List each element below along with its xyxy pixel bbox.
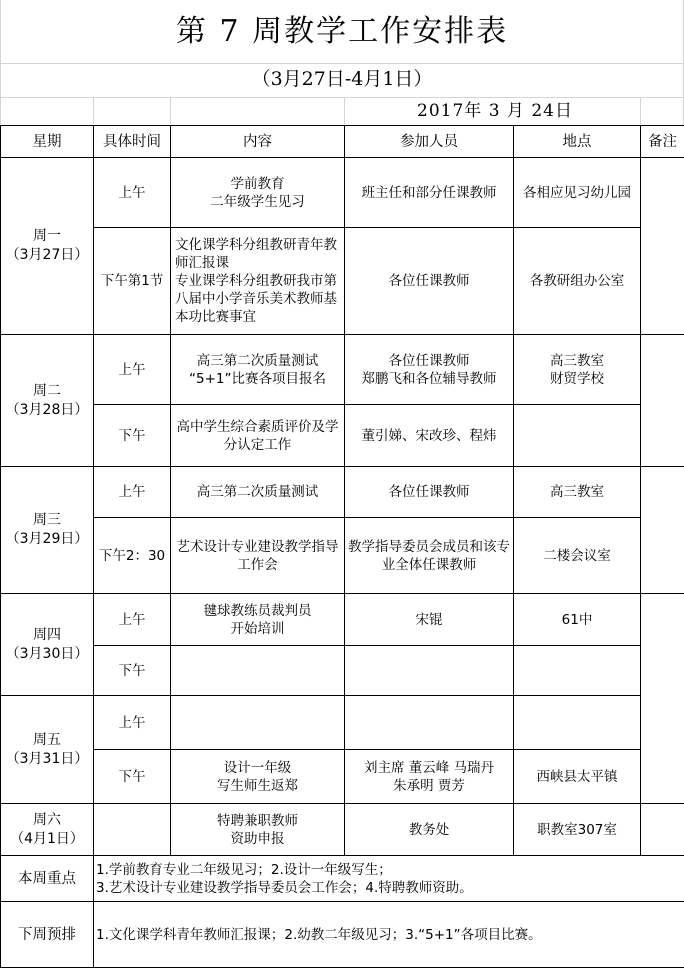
schedule-table	[0, 125, 684, 968]
participants-cell: 刘主席 董云峰 马瑞丹 朱承明 贾芳	[345, 750, 514, 804]
location-cell	[514, 646, 641, 696]
remark-cell	[641, 594, 684, 804]
focus-label: 本周重点	[1, 856, 94, 902]
day-cell: 周三 （3月29日）	[1, 467, 94, 594]
table-row	[1, 467, 684, 518]
participants-cell: 各位任课教师	[345, 467, 514, 518]
content-cell	[171, 696, 345, 750]
participants-cell	[345, 696, 514, 750]
table-row	[1, 335, 684, 405]
day-cell: 周二 （3月28日）	[1, 335, 94, 467]
header-row	[1, 126, 684, 158]
table-row	[1, 405, 684, 467]
time-cell: 下午第1节	[94, 228, 171, 335]
header-day: 星期	[1, 126, 94, 158]
content-cell: 高三第二次质量测试 “5+1”比赛各项目报名	[171, 335, 345, 405]
location-cell: 61中	[514, 594, 641, 646]
table-row	[1, 518, 684, 594]
time-cell: 上午	[94, 594, 171, 646]
day-cell: 周五 （3月31日）	[1, 696, 94, 804]
table-row	[1, 902, 684, 968]
location-cell	[514, 696, 641, 750]
next-week-label: 下周预排	[1, 902, 94, 968]
content-cell: 高三第二次质量测试	[171, 467, 345, 518]
content-cell: 特聘兼职教师 资助申报	[171, 804, 345, 856]
participants-cell: 宋锟	[345, 594, 514, 646]
table-row	[1, 696, 684, 750]
header-participants: 参加人员	[345, 126, 514, 158]
time-cell	[94, 804, 171, 856]
participants-cell: 各位任课教师	[345, 228, 514, 335]
time-cell: 上午	[94, 696, 171, 750]
time-cell: 上午	[94, 158, 171, 228]
content-cell: 毽球教练员裁判员 开始培训	[171, 594, 345, 646]
participants-cell: 教务处	[345, 804, 514, 856]
location-cell: 职教室307室	[514, 804, 641, 856]
participants-cell: 各位任课教师 郑鹏飞和各位辅导教师	[345, 335, 514, 405]
focus-text: 1.学前教育专业二年级见习；2.设计一年级写生； 3.艺术设计专业建设教学指导委员会工作会；4.特聘教师资助。	[94, 856, 684, 902]
grid-line	[170, 97, 171, 125]
table-row	[1, 646, 684, 696]
remark-cell	[641, 158, 684, 335]
header-location: 地点	[514, 126, 641, 158]
location-cell: 二楼会议室	[514, 518, 641, 594]
location-cell: 高三教室	[514, 467, 641, 518]
week-range: （3月27日-4月1日）	[251, 68, 433, 90]
day-cell: 周四 （3月30日）	[1, 594, 94, 696]
content-cell: 文化课学科分组教研青年教师汇报课 专业课学科分组教研我市第八届中小学音乐美术教师基本功比赛事宜	[171, 228, 345, 335]
day-cell: 周一 （3月27日）	[1, 158, 94, 335]
content-cell: 学前教育 二年级学生见习	[171, 158, 345, 228]
table-row	[1, 594, 684, 646]
participants-cell: 教学指导委员会成员和该专业全体任课教师	[345, 518, 514, 594]
table-row	[1, 750, 684, 804]
participants-cell	[345, 646, 514, 696]
location-cell: 西峡县太平镇	[514, 750, 641, 804]
grid-line	[93, 97, 94, 125]
location-cell: 各教研组办公室	[514, 228, 641, 335]
header-remark: 备注	[641, 126, 684, 158]
header-time: 具体时间	[94, 126, 171, 158]
issue-date: 2017年 3 月 24日	[417, 101, 573, 121]
table-row	[1, 228, 684, 335]
header-content: 内容	[171, 126, 345, 158]
table-row	[1, 856, 684, 902]
content-cell: 艺术设计专业建设教学指导工作会	[171, 518, 345, 594]
remark-cell	[641, 335, 684, 467]
next-week-text: 1.文化课学科青年教师汇报课；2.幼教二年级见习；3.“5+1”各项目比赛。	[94, 902, 684, 968]
table-row	[1, 804, 684, 856]
location-cell: 各相应见习幼儿园	[514, 158, 641, 228]
participants-cell: 班主任和部分任课教师	[345, 158, 514, 228]
location-cell: 高三教室 财贸学校	[514, 335, 641, 405]
time-cell: 下午	[94, 750, 171, 804]
content-cell: 设计一年级 写生师生返郑	[171, 750, 345, 804]
time-cell: 下午	[94, 405, 171, 467]
content-cell	[171, 646, 345, 696]
time-cell: 上午	[94, 467, 171, 518]
participants-cell: 董引娣、宋改珍、程炜	[345, 405, 514, 467]
content-cell: 高中学生综合素质评价及学分认定工作	[171, 405, 345, 467]
location-cell	[514, 405, 641, 467]
time-cell: 上午	[94, 335, 171, 405]
table-row	[1, 158, 684, 228]
page-title: 第 7 周教学工作安排表	[175, 14, 509, 49]
remark-cell	[641, 467, 684, 594]
time-cell: 下午	[94, 646, 171, 696]
day-cell: 周六 （4月1日）	[1, 804, 94, 856]
time-cell: 下午2：30	[94, 518, 171, 594]
remark-cell	[641, 804, 684, 856]
